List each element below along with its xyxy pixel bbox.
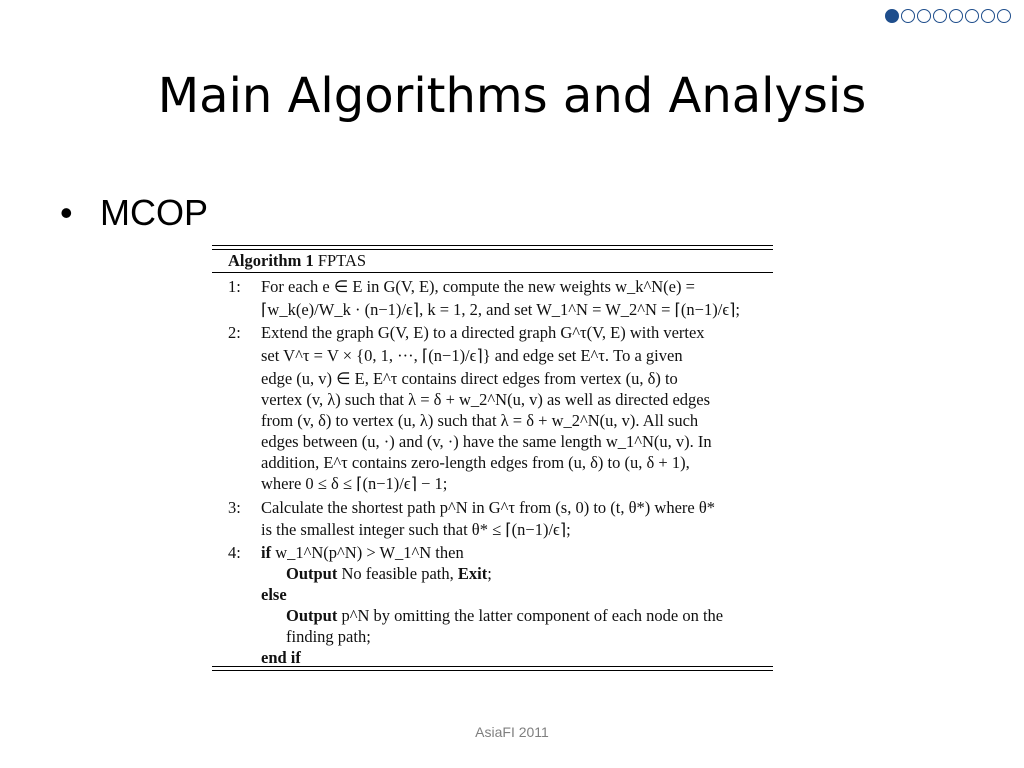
progress-dot[interactable] — [981, 9, 995, 23]
algorithm-line — [261, 543, 464, 563]
algorithm-line: where 0 ≤ δ ≤ ⌈(n−1)/ϵ⌉ − 1; — [261, 474, 448, 493]
slide-title: Main Algorithms and Analysis — [157, 68, 867, 124]
keyword-end-if: end if — [261, 648, 301, 667]
progress-dot[interactable] — [917, 9, 931, 23]
algorithm-header — [212, 250, 773, 272]
algorithm-line — [286, 606, 723, 626]
line-tail: ; — [487, 564, 492, 583]
bullet-mark: • — [60, 192, 73, 233]
progress-dot[interactable] — [901, 9, 915, 23]
line-number: 4: — [228, 543, 241, 562]
algorithm-line: set V^τ = V × {0, 1, ···, ⌈(n−1)/ϵ⌉} and edge set E^τ. To a given — [261, 346, 683, 365]
algorithm-line: Calculate the shortest path p^N in G^τ from (s, 0) to (t, θ*) where θ* — [261, 498, 715, 517]
bullet-text: MCOP — [100, 192, 208, 233]
keyword-output: Output — [286, 606, 338, 625]
algorithm-body — [212, 273, 773, 666]
algorithm-line: addition, E^τ contains zero-length edges from (u, δ) to (u, δ + 1), — [261, 453, 690, 472]
algorithm-line: For each e ∈ E in G(V, E), compute the new weights w_k^N(e) = — [261, 277, 695, 296]
progress-dot[interactable] — [997, 9, 1011, 23]
algorithm-line: vertex (v, λ) such that λ = δ + w_2^N(u, v) as well as directed edges — [261, 390, 711, 409]
keyword-else: else — [261, 585, 287, 604]
line-text: w_1^N(p^N) > W_1^N then — [275, 543, 464, 562]
slide-footer: AsiaFI 2011 — [475, 724, 549, 740]
algorithm-line: ⌈w_k(e)/W_k · (n−1)/ϵ⌉, k = 1, 2, and set W_1^N = W_2^N = ⌈(n−1)/ϵ⌉; — [261, 300, 741, 319]
algorithm-line — [261, 585, 287, 605]
algorithm-name: FPTAS — [317, 251, 367, 270]
keyword-output: Output — [286, 564, 338, 583]
progress-dot-current[interactable] — [885, 9, 899, 23]
algorithm-line — [286, 564, 492, 584]
line-number: 2: — [228, 323, 241, 342]
progress-dot[interactable] — [965, 9, 979, 23]
line-number: 1: — [228, 277, 241, 296]
algorithm-line: Extend the graph G(V, E) to a directed graph G^τ(V, E) with vertex — [261, 323, 705, 342]
algorithm-line — [261, 648, 301, 668]
algorithm-line: is the smallest integer such that θ* ≤ ⌈(n−1)/ϵ⌉; — [261, 520, 571, 539]
algorithm-line: from (v, δ) to vertex (u, λ) such that λ = δ + w_2^N(u, v). All such — [261, 411, 699, 430]
progress-dot[interactable] — [949, 9, 963, 23]
line-text: No feasible path, — [341, 564, 454, 583]
progress-dot[interactable] — [933, 9, 947, 23]
line-number: 3: — [228, 498, 241, 517]
algorithm-line: edges between (u, ·) and (v, ·) have the same length w_1^N(u, v). In — [261, 432, 712, 451]
algorithm-line: edge (u, v) ∈ E, E^τ contains direct edges from vertex (u, δ) to — [261, 369, 678, 388]
keyword-if: if — [261, 543, 272, 562]
keyword-exit: Exit — [457, 564, 488, 583]
bullet-item — [60, 190, 208, 236]
slide-progress-dots — [885, 9, 1011, 23]
algorithm-box — [212, 245, 773, 668]
line-text: p^N by omitting the latter component of each node on the — [341, 606, 724, 625]
algorithm-line: finding path; — [286, 627, 371, 646]
algorithm-label: Algorithm 1 — [228, 251, 314, 270]
